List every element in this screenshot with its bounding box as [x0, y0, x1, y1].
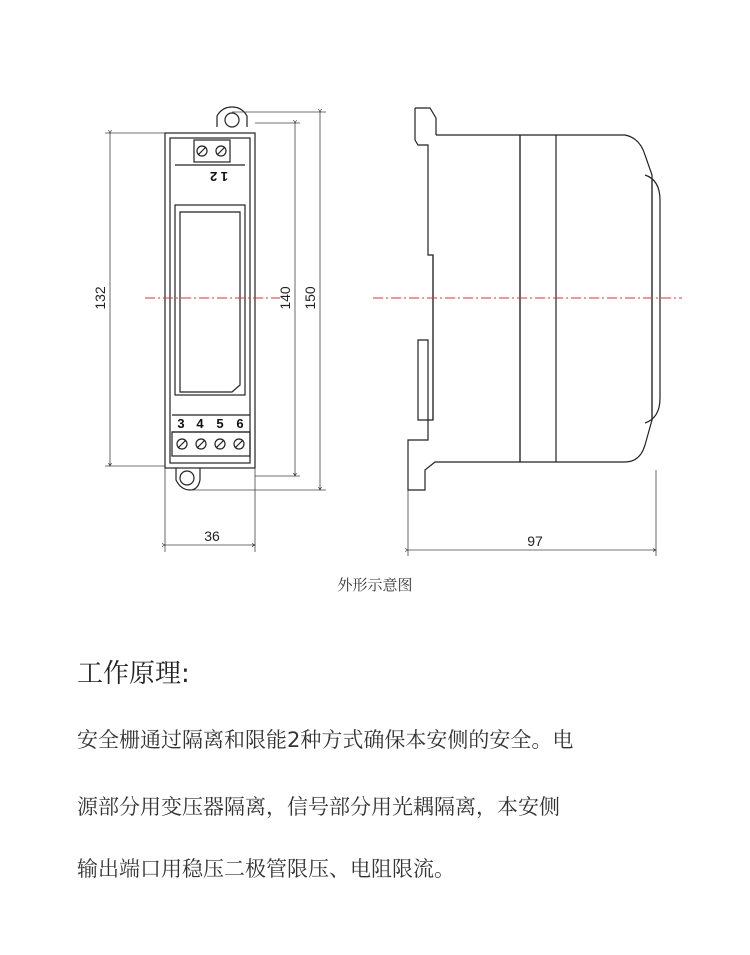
dimension-97-label: 97 [527, 533, 543, 549]
dimension-132-label: 132 [92, 286, 108, 310]
top-terminal-label: 1 2 [209, 169, 229, 184]
terminal-label-5: 5 [216, 416, 224, 431]
section-heading: 工作原理: [77, 659, 190, 689]
dimension-150-label: 150 [302, 286, 318, 310]
terminal-label-4: 4 [196, 416, 204, 431]
dimension-36-label: 36 [204, 528, 220, 544]
body-line-1: 安全栅通过隔离和限能2种方式确保本安侧的安全。电 [77, 728, 574, 752]
dimension-140-label: 140 [277, 286, 293, 310]
body-line-3: 输出端口用稳压二极管限压、电阻限流。 [77, 857, 455, 881]
body-line-2: 源部分用变压器隔离，信号部分用光耦隔离，本安侧 [77, 795, 560, 819]
terminal-label-6: 6 [236, 416, 244, 431]
figure-caption: 外形示意图 [337, 576, 413, 594]
terminal-label-3: 3 [177, 416, 185, 431]
side-view [408, 108, 660, 490]
